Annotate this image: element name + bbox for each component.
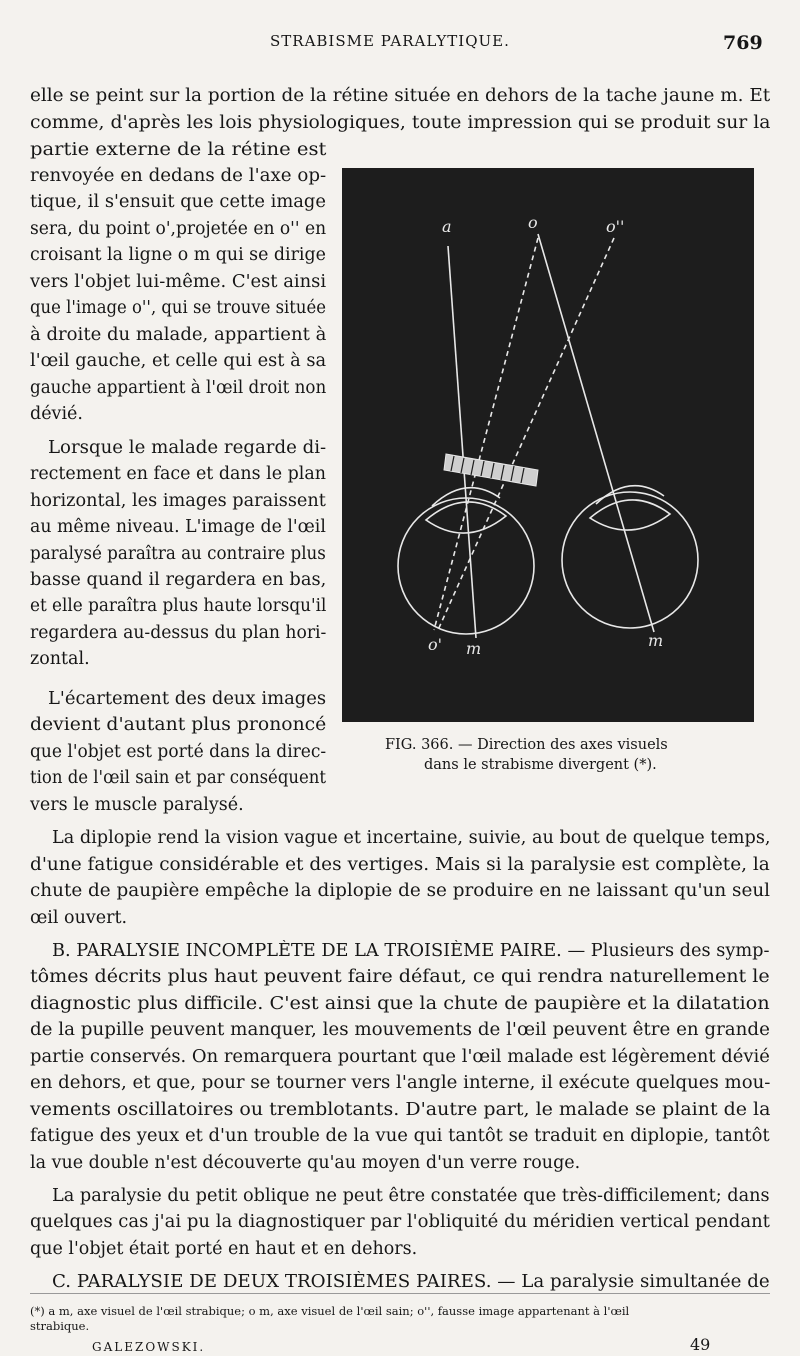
figure-366 [342, 168, 754, 722]
body-line: tion de l'œil sain et par conséquent [30, 768, 327, 788]
body-line: renvoyée en dedans de l'axe op- [30, 166, 327, 186]
figure-caption-line-2: dans le strabisme divergent (*). [424, 757, 657, 773]
label-o-prime: o' [428, 635, 443, 654]
figure-diagram [342, 168, 754, 722]
body-line: dévié. [30, 404, 83, 424]
body-line: comme, d'après les lois physiologiques, toute impression qui se produit sur la [30, 113, 771, 133]
body-line: L'écartement des deux images [48, 689, 327, 709]
body-line: que l'image o'', qui se trouve située [30, 298, 326, 318]
body-line: vements oscillatoires ou tremblotants. D'autre part, le malade se plaint de la [30, 1100, 771, 1120]
body-line: l'œil gauche, et celle qui est à sa [30, 351, 327, 371]
body-line: horizontal, les images paraissent [30, 491, 326, 511]
label-a: a [442, 217, 452, 236]
body-line: La paralysie du petit oblique ne peut être constatée que très-difficilement; dans [52, 1186, 770, 1206]
body-line: diagnostic plus difficile. C'est ainsi que la chute de paupière et la dilatation [30, 994, 770, 1014]
body-line: fatigue des yeux et d'un trouble de la vue qui tantôt se traduit en diplopie, tantôt [30, 1126, 770, 1146]
body-line: vers le muscle paralysé. [30, 795, 244, 815]
body-line: en dehors, et que, pour se tourner vers l'angle interne, il exécute quelques mou- [30, 1073, 771, 1093]
figure-background [342, 168, 754, 722]
body-line: la vue double n'est découverte qu'au moyen d'un verre rouge. [30, 1153, 581, 1173]
running-title: STRABISME PARALYTIQUE. [270, 32, 510, 50]
body-line: vers l'objet lui-même. C'est ainsi [30, 272, 327, 292]
body-line: basse quand il regardera en bas, [30, 570, 327, 590]
footnote-divider [30, 1293, 770, 1294]
body-line: zontal. [30, 649, 90, 669]
page-number: 769 [723, 32, 763, 54]
figure-caption-line-1: FIG. 366. — Direction des axes visuels [385, 737, 668, 753]
body-line: chute de paupière empêche la diplopie de se produire en ne laissant qu'un seul [30, 881, 771, 901]
body-line: paralysé paraîtra au contraire plus [30, 544, 326, 564]
body-line: gauche appartient à l'œil droit non [30, 378, 327, 398]
footnote-line-2: strabique. [30, 1319, 90, 1333]
footer-author: GALEZOWSKI. [92, 1340, 206, 1354]
body-line: tique, il s'ensuit que cette image [30, 192, 326, 212]
body-line: rectement en face et dans le plan [30, 464, 326, 484]
label-o: o [528, 213, 538, 232]
footer-signature: 49 [690, 1335, 711, 1354]
body-line: croisant la ligne o m qui se dirige [30, 245, 326, 265]
body-line: Lorsque le malade regarde di- [48, 438, 327, 458]
body-line: sera, du point o',projetée en o'' en [30, 219, 327, 239]
body-line: La diplopie rend la vision vague et incertaine, suivie, au bout de quelque temps, [52, 828, 771, 848]
body-line: œil ouvert. [30, 908, 128, 928]
label-o-double-prime: o'' [606, 217, 625, 236]
body-line: B. PARALYSIE INCOMPLÈTE DE LA TROISIÈME PAIRE. — Plusieurs des symp- [52, 941, 770, 961]
body-line: d'une fatigue considérable et des vertiges. Mais si la paralysie est complète, la [30, 855, 770, 875]
body-line: regardera au-dessus du plan hori- [30, 623, 327, 643]
body-line: et elle paraîtra plus haute lorsqu'il [30, 596, 327, 616]
label-m-right: m [648, 631, 664, 650]
body-line: tômes décrits plus haut peuvent faire défaut, ce qui rendra naturellement le [30, 967, 770, 987]
body-line: elle se peint sur la portion de la rétine située en dehors de la tache jaune m. Et [30, 86, 771, 106]
body-line: que l'objet était porté en haut et en dehors. [30, 1239, 418, 1259]
body-line: partie conservés. On remarquera pourtant que l'œil malade est légèrement dévié [30, 1047, 770, 1067]
body-line: de la pupille peuvent manquer, les mouvements de l'œil peuvent être en grande [30, 1020, 770, 1040]
body-line: au même niveau. L'image de l'œil [30, 517, 326, 537]
body-line: quelques cas j'ai pu la diagnostiquer par l'obliquité du méridien vertical pendant [30, 1212, 770, 1232]
body-line: à droite du malade, appartient à [30, 325, 327, 345]
label-m-left: m [466, 639, 482, 658]
body-line: devient d'autant plus prononcé [30, 715, 327, 735]
footnote-line-1: (*) a m, axe visuel de l'œil strabique; o m, axe visuel de l'œil sain; o'', fausse image appartenant à l'œil [30, 1304, 630, 1318]
body-line: que l'objet est porté dans la direc- [30, 742, 327, 762]
body-line: partie externe de la rétine est [30, 140, 327, 160]
body-line: C. PARALYSIE DE DEUX TROISIÈMES PAIRES. — La paralysie simultanée de [52, 1272, 770, 1292]
